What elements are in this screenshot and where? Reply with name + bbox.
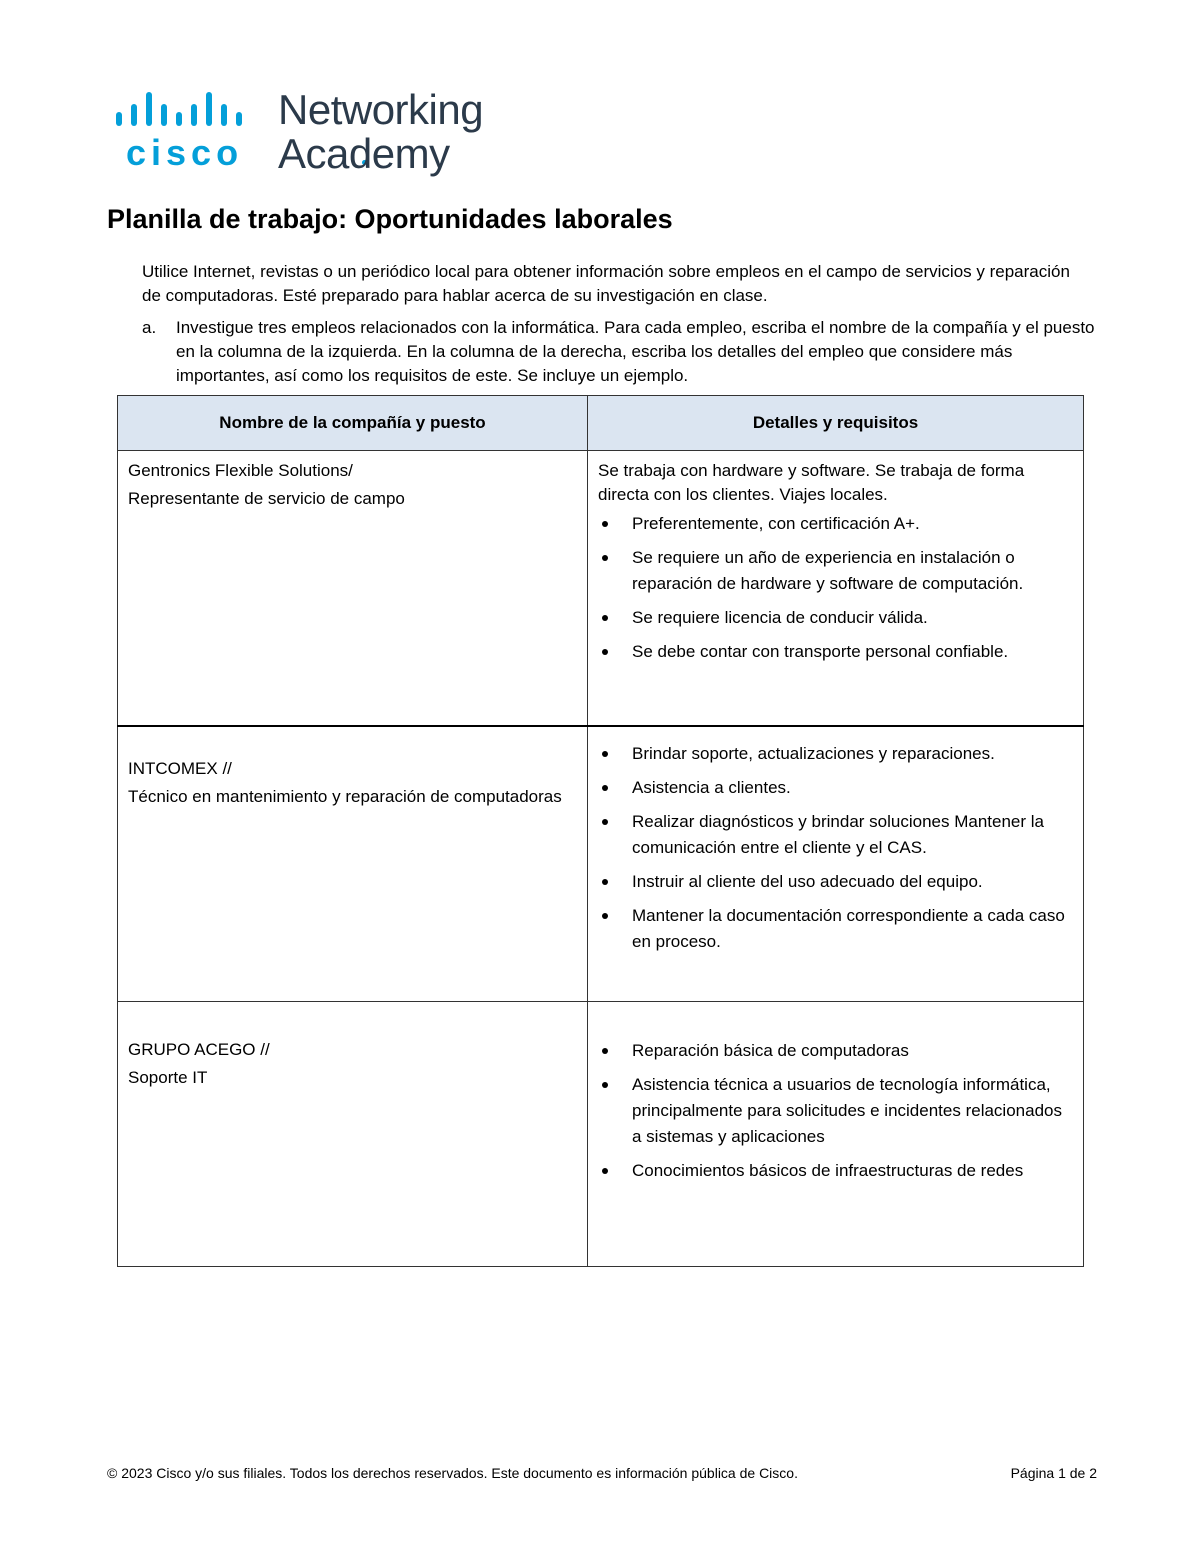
details-cell[interactable] — [588, 1002, 1084, 1267]
list-item: Reparación básica de computadoras — [598, 1038, 1073, 1064]
list-item: Se requiere licencia de conducir válida. — [598, 605, 1073, 631]
footer-copyright: © 2023 Cisco y/o sus filiales. Todos los derechos reservados. Este documento es información pública de Cisco. — [107, 1465, 798, 1481]
bullet-icon — [602, 555, 608, 561]
bullet-icon — [602, 1048, 608, 1054]
bullet-icon — [602, 649, 608, 655]
company-cell[interactable] — [118, 451, 588, 727]
header-details-requirements: Detalles y requisitos — [588, 396, 1084, 451]
requirements-list — [598, 741, 1073, 955]
bullet-icon — [602, 615, 608, 621]
header-company-position: Nombre de la compañía y puesto — [118, 396, 588, 451]
bullet-icon — [602, 1168, 608, 1174]
details-cell[interactable] — [588, 451, 1084, 727]
list-item: Realizar diagnósticos y brindar soluciones Mantener la comunicación entre el cliente y el CAS. — [598, 809, 1073, 861]
company-name: GRUPO ACEGO // — [128, 1040, 270, 1059]
list-item: Preferentemente, con certificación A+. — [598, 511, 1073, 537]
list-item: Se requiere un año de experiencia en instalación o reparación de hardware y software de computación. — [598, 545, 1073, 597]
logo-academy-text: Academy — [278, 130, 450, 177]
table-row — [118, 451, 1084, 727]
company-cell[interactable] — [118, 1002, 588, 1267]
list-item: Brindar soporte, actualizaciones y reparaciones. — [598, 741, 1073, 767]
position-name: Técnico en mantenimiento y reparación de computadoras — [128, 787, 562, 806]
bullet-icon — [602, 1082, 608, 1088]
footer-page-number: Página 1 de 2 — [1010, 1465, 1097, 1481]
position-name: Soporte IT — [128, 1068, 208, 1087]
list-item: Se debe contar con transporte personal confiable. — [598, 639, 1073, 665]
details-cell[interactable] — [588, 726, 1084, 1002]
cisco-wordmark: cisco — [126, 132, 244, 173]
jobs-table — [117, 395, 1084, 1267]
details-text: Se trabaja con hardware y software. Se trabaja de forma directa con los clientes. Viajes locales. — [598, 461, 1025, 504]
position-name: Representante de servicio de campo — [128, 489, 405, 508]
list-item: Mantener la documentación correspondiente a cada caso en proceso. — [598, 903, 1073, 955]
bullet-icon — [602, 879, 608, 885]
company-name: INTCOMEX // — [128, 759, 232, 778]
list-item: Asistencia técnica a usuarios de tecnología informática, principalmente para solicitudes e incidentes relacionados a sistemas y aplicaciones — [598, 1072, 1073, 1150]
bullet-icon — [602, 785, 608, 791]
bullet-icon — [602, 819, 608, 825]
list-item: Asistencia a clientes. — [598, 775, 1073, 801]
table-header-row — [118, 396, 1084, 451]
list-item: Conocimientos básicos de infraestructuras de redes — [598, 1158, 1073, 1184]
table-row — [118, 1002, 1084, 1267]
company-name: Gentronics Flexible Solutions/ — [128, 461, 353, 480]
page-title: Planilla de trabajo: Oportunidades laborales — [107, 204, 673, 234]
logo-networking-text: Networking — [278, 86, 484, 133]
bullet-icon — [602, 751, 608, 757]
cisco-networking-academy-logo — [112, 86, 512, 181]
requirements-list — [598, 511, 1073, 665]
step-a — [142, 316, 1097, 388]
requirements-list — [598, 1038, 1073, 1184]
list-item: Instruir al cliente del uso adecuado del equipo. — [598, 869, 1073, 895]
table-row — [118, 726, 1084, 1002]
company-cell[interactable] — [118, 726, 588, 1002]
step-marker: a. — [142, 318, 157, 337]
step-text: Investigue tres empleos relacionados con la informática. Para cada empleo, escriba el nombre de la compañía y el puesto en la columna de la izquierda. En la columna de la derecha, escriba los detalles del empleo que considere más importantes, así como los requisitos de este. Se incluye un ejemplo. — [176, 318, 1095, 385]
bullet-icon — [602, 521, 608, 527]
intro-paragraph: Utilice Internet, revistas o un periódico local para obtener información sobre empleos en el campo de servicios y reparación de computadoras. Esté preparado para hablar acerca de su investigación en clase. — [142, 262, 1070, 305]
bullet-icon — [602, 913, 608, 919]
